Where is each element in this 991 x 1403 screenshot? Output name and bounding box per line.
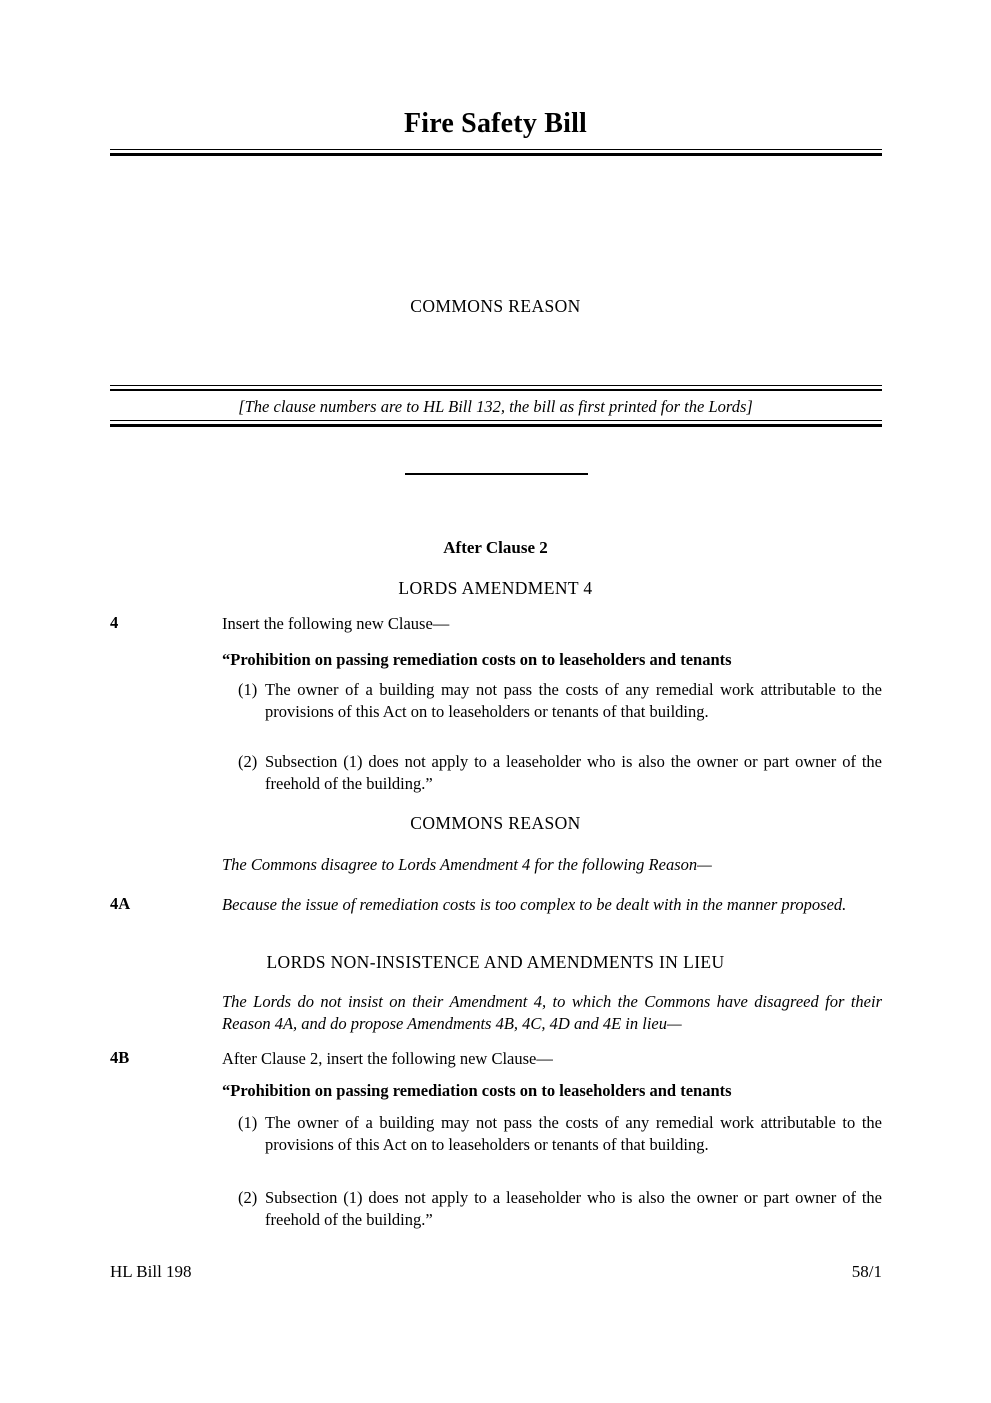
amendment-4-marker: 4	[110, 613, 119, 632]
subsection-text: The owner of a building may not pass the costs of any remedial work attributable to the provisions of this Act on to leaseholders or tenants of that building.	[265, 1113, 882, 1154]
reason-4a-marker: 4A	[110, 894, 131, 913]
amendment-4-subsection-1	[222, 679, 882, 722]
amendment-4-instruction: Insert the following new Clause—	[222, 614, 450, 633]
document-title: Fire Safety Bill	[403, 108, 588, 139]
lords-non-insistence-heading: LORDS NON-INSISTENCE AND AMENDMENTS IN LIEU	[266, 952, 725, 972]
amendment-4-clause-title: “Prohibition on passing remediation costs on to leaseholders and tenants	[222, 650, 732, 669]
subsection-text: Subsection (1) does not apply to a leaseholder who is also the owner or part owner of the freehold of the building.”	[265, 1188, 882, 1229]
amendment-4-subsection-2	[222, 751, 882, 794]
lords-amendment-4-heading: LORDS AMENDMENT 4	[398, 578, 593, 598]
subsection-number: (2)	[238, 752, 258, 771]
lords-non-insistence-intro: The Lords do not insist on their Amendment 4, to which the Commons have disagreed for their Reason 4A, and do propose Amendments 4B, 4C, 4D and 4E in lieu—	[222, 992, 882, 1033]
reason-4a-text: Because the issue of remediation costs is too complex to be dealt with in the manner proposed.	[222, 895, 847, 914]
subsection-number: (1)	[238, 1113, 258, 1132]
amendment-4b-subsection-1	[222, 1112, 882, 1155]
subsection-text: Subsection (1) does not apply to a leaseholder who is also the owner or part owner of the freehold of the building.”	[265, 752, 882, 793]
subsection-number: (1)	[238, 680, 258, 699]
subsection-number: (2)	[238, 1188, 258, 1207]
clause-numbers-note: [The clause numbers are to HL Bill 132, the bill as first printed for the Lords]	[238, 397, 753, 416]
commons-reason-heading: COMMONS REASON	[410, 296, 581, 316]
amendment-4b-clause-title: “Prohibition on passing remediation costs on to leaseholders and tenants	[222, 1081, 732, 1100]
note-top-rule	[110, 385, 882, 391]
footer-bill-number: HL Bill 198	[110, 1262, 192, 1281]
section-divider-line	[405, 473, 588, 475]
footer-session-number: 58/1	[851, 1262, 882, 1281]
note-bottom-rule	[110, 420, 882, 427]
commons-reason-heading-2: COMMONS REASON	[410, 813, 581, 833]
amendment-4b-instruction: After Clause 2, insert the following new Clause—	[222, 1049, 553, 1068]
amendment-4b-subsection-2	[222, 1187, 882, 1230]
amendment-4b-marker: 4B	[110, 1048, 130, 1067]
after-clause-2-heading: After Clause 2	[443, 538, 548, 557]
commons-disagree-intro: The Commons disagree to Lords Amendment 4 for the following Reason—	[222, 855, 712, 874]
title-double-rule	[110, 149, 882, 156]
subsection-text: The owner of a building may not pass the costs of any remedial work attributable to the provisions of this Act on to leaseholders or tenants of that building.	[265, 680, 882, 721]
